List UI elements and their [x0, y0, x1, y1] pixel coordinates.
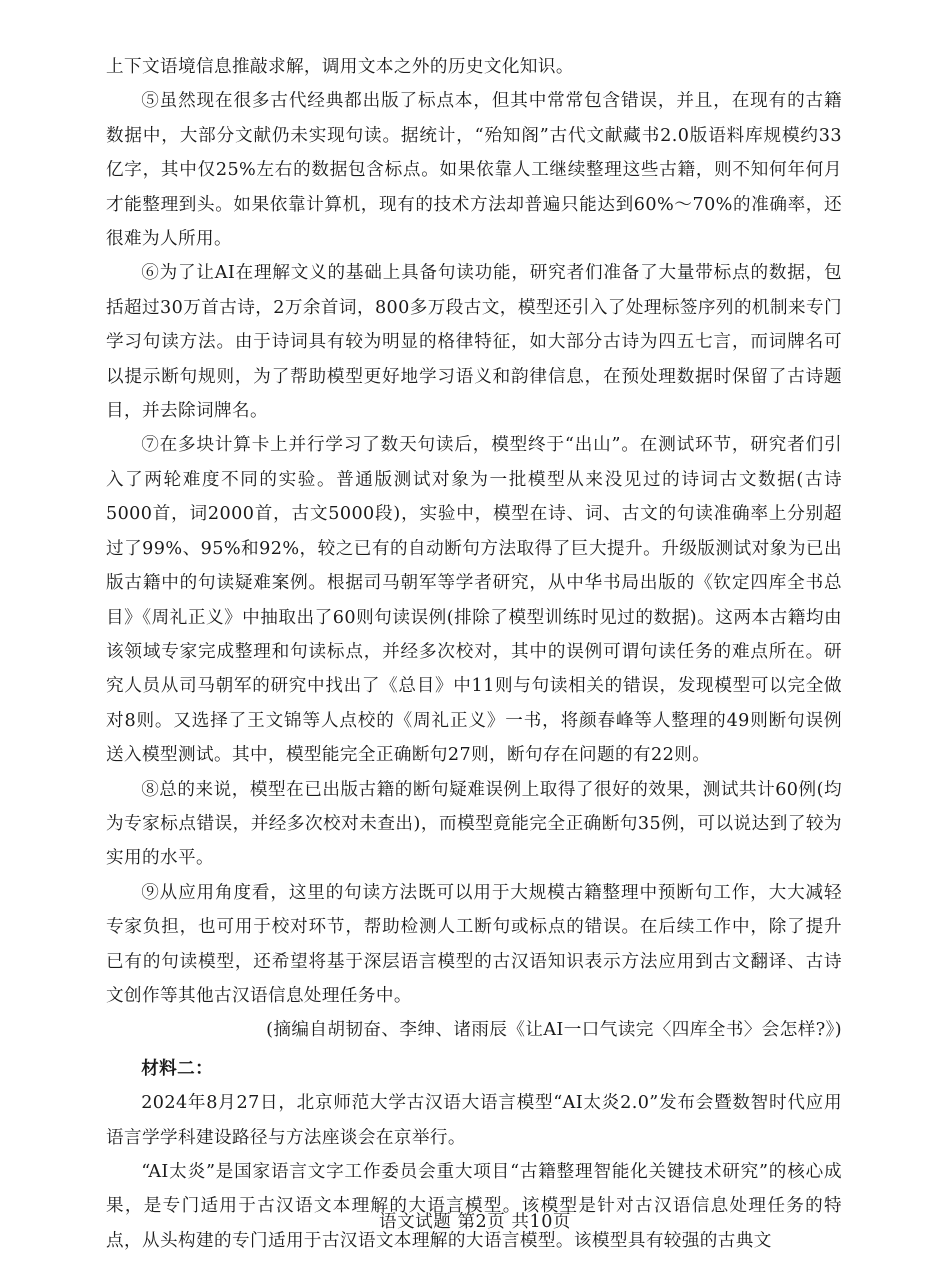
- paragraph-7: ⑦在多块计算卡上并行学习了数天句读后，模型终于“出山”。在测试环节，研究者们引入了两轮难度不同的实验。普通版测试对象为一批模型从来没见过的诗词古文数据(古诗5000首，词2000首，古文5000段)，实验中，模型在诗、词、古文的句读准确率上分别超过了99%、95%和92%，较之已有的自动断句方法取得了巨大提升。升级版测试对象为已出版古籍中的句读疑难案例。根据司马朝军等学者研究，从中华书局出版的《钦定四库全书总目》《周礼正义》中抽取出了60则句读误例(排除了模型训练时见过的数据)。这两本古籍均由该领域专家完成整理和句读标点，并经多次校对，其中的误例可谓句读任务的难点所在。研究人员从司马朝军的研究中找出了《总目》中11则与句读相关的错误，发现模型可以完全做对8则。又选择了王文锦等人点校的《周礼正义》一书，将颜春峰等人整理的49则断句误例送入模型测试。其中，模型能完全正确断句27则，断句存在问题的有22则。: [106, 435, 842, 766]
- document-page: [106, 50, 842, 1258]
- material-2-heading: 材料二：: [141, 1057, 214, 1079]
- paragraph-continued: 上下文语境信息推敲求解，调用文本之外的历史文化知识。: [106, 57, 574, 77]
- paragraph-9: ⑨从应用角度看，这里的句读方法既可以用于大规模古籍整理中预断句工作，大大减轻专家负担，也可用于校对环节，帮助检测人工断句或标点的错误。在后续工作中，除了提升已有的句读模型，还希望将基于深层语言模型的古汉语知识表示方法应用到古文翻译、古诗文创作等其他古汉语信息处理任务中。: [106, 882, 842, 1006]
- material-2-paragraph-2: “AI太炎”是国家语言文字工作委员会重大项目“古籍整理智能化关键技术研究”的核心成果，是专门适用于古汉语文本理解的大语言模型。该模型是针对古汉语信息处理任务的特点，从头构建的专门适用于古汉语文本理解的大语言模型。该模型具有较强的古典文: [106, 1162, 842, 1251]
- material-2-paragraph-1: 2024年8月27日，北京师范大学古汉语大语言模型“AI太炎2.0”发布会暨数智时代应用语言学学科建设路径与方法座谈会在京举行。: [106, 1093, 842, 1148]
- page-footer: 语文试题 第2页 共10页: [378, 1212, 572, 1232]
- paragraph-8: ⑧总的来说，模型在已出版古籍的断句疑难误例上取得了很好的效果，测试共计60例(均为专家标点错误，并经多次校对未查出)，而模型竟能完全正确断句35例，可以说达到了较为实用的水平。: [106, 779, 842, 869]
- paragraph-5: ⑤虽然现在很多古代经典都出版了标点本，但其中常常包含错误，并且，在现有的古籍数据中，大部分文献仍未实现句读。据统计，“殆知阁”古代文献藏书2.0版语料库规模约33亿字，其中仅25%左右的数据包含标点。如果依靠人工继续整理这些古籍，则不知何年何月才能整理到头。如果依靠计算机，现有的技术方法却普遍只能达到60%～70%的准确率，还很难为人所用。: [106, 91, 842, 250]
- source-citation: (摘编自胡韧奋、李绅、诸雨辰《让AI一口气读完〈四库全书〉会怎样?》): [266, 1020, 842, 1041]
- paragraph-6: ⑥为了让AI在理解文义的基础上具备句读功能，研究者们准备了大量带标点的数据，包括超过30万首古诗，2万余首词，800多万段古文，模型还引入了处理标签序列的机制来专门学习句读方法。由于诗词具有较为明显的格律特征，如大部分古诗为四五七言，而词牌名可以提示断句规则，为了帮助模型更好地学习语义和韵律信息，在预处理数据时保留了古诗题目，并去除词牌名。: [106, 263, 842, 422]
